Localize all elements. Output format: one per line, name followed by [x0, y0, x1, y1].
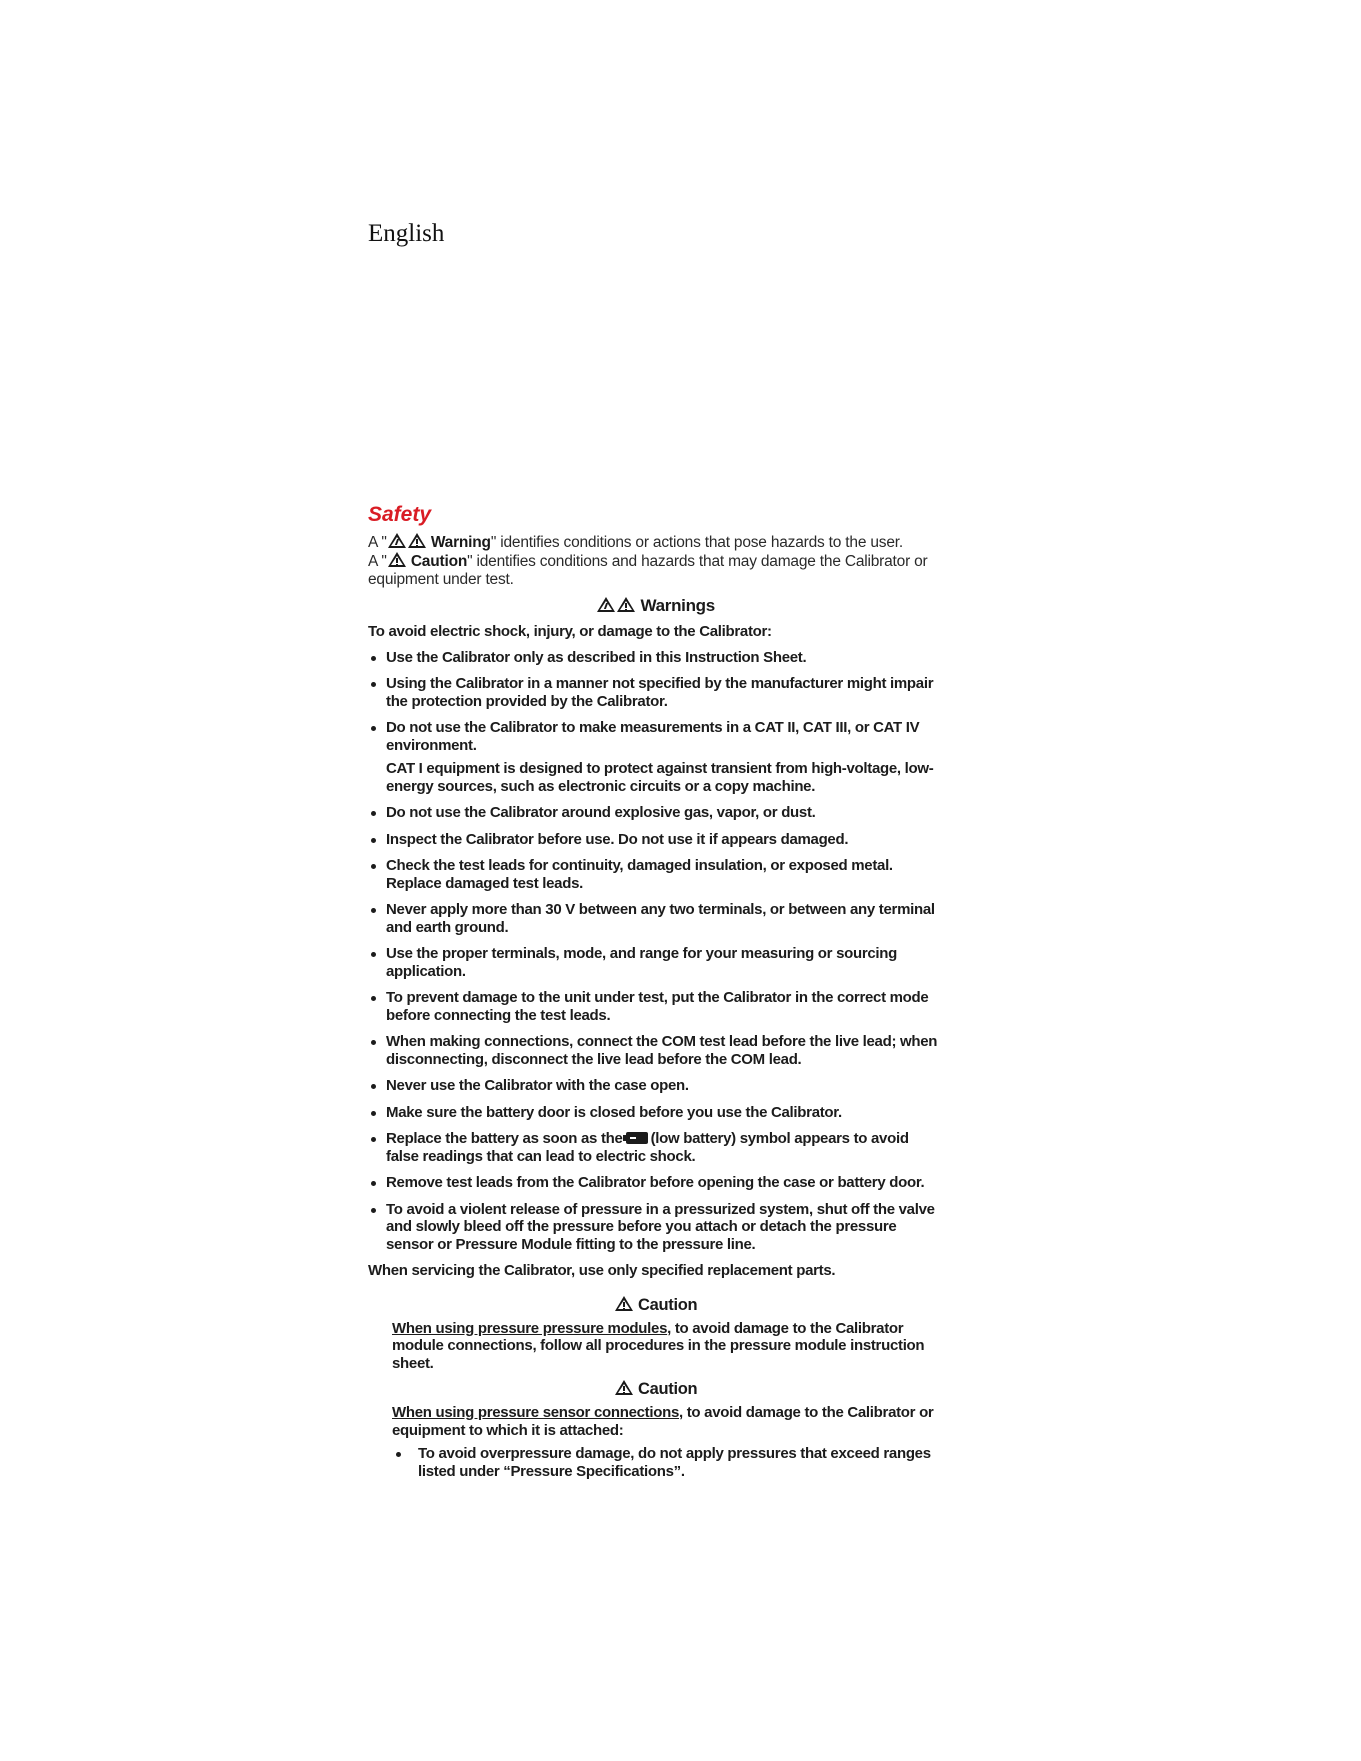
caution-2-list — [392, 1445, 943, 1480]
list-item: Inspect the Calibrator before use. Do not use it if appears damaged. — [368, 831, 943, 849]
intro-caution-prefix: A " — [368, 553, 387, 570]
warning-triangle-icon — [617, 597, 635, 612]
warnings-lead: To avoid electric shock, injury, or damage to the Calibrator: — [368, 623, 772, 640]
list-item: Using the Calibrator in a manner not specified by the manufacturer might impair the protection provided by the Calibrator. — [368, 675, 943, 710]
low-battery-icon — [626, 1132, 648, 1144]
intro-caution-label: Caution — [410, 553, 468, 570]
safety-title: Safety — [368, 503, 432, 526]
warnings-heading — [368, 595, 943, 617]
service-note: When servicing the Calibrator, use only specified replacement parts. — [368, 1262, 836, 1279]
safety-intro — [368, 533, 943, 589]
intro-warning-text: " identifies conditions or actions that pose hazards to the user. — [490, 534, 903, 551]
list-item: Make sure the battery door is closed before you use the Calibrator. — [368, 1104, 943, 1122]
caution-2-text — [368, 1404, 943, 1480]
caution-heading-text: Caution — [637, 1380, 698, 1398]
caution-heading-2 — [368, 1378, 943, 1400]
caution-heading-text: Caution — [637, 1295, 698, 1314]
caution-2-body: , to avoid damage to the Calibrator or equipment to which it is attached: — [392, 1404, 934, 1439]
safety-section — [368, 503, 943, 1480]
language-label: English — [368, 220, 445, 247]
battery-item-suffix: (low battery) symbol appears to avoid false readings that can lead to electric shock. — [386, 1130, 909, 1165]
cat-note: CAT I equipment is designed to protect against transient from high-voltage, low-energy sources, such as electronic circuits or a copy machine. — [386, 760, 934, 795]
list-item: Never apply more than 30 V between any two terminals, or between any terminal and earth ground. — [368, 901, 943, 936]
warnings-heading-text: Warnings — [640, 596, 715, 615]
caution-2-underlined: When using pressure sensor connections — [392, 1404, 679, 1421]
list-item: When making connections, connect the COM test lead before the live lead; when disconnecting, disconnect the live lead before the COM lead. — [368, 1033, 943, 1068]
caution-1-underlined: When using pressure pressure modules — [392, 1319, 668, 1337]
warnings-list — [368, 649, 943, 1254]
list-item: Do not use the Calibrator around explosive gas, vapor, or dust. — [368, 804, 943, 822]
warning-triangle-icon — [408, 533, 426, 548]
intro-warning-label: Warning — [430, 534, 491, 551]
caution-1-body: , to avoid damage to the Calibrator module connections, follow all procedures in the pressure module instruction sheet. — [392, 1319, 925, 1372]
list-item: Use the Calibrator only as described in this Instruction Sheet. — [368, 649, 943, 667]
list-item: Use the proper terminals, mode, and range for your measuring or sourcing application. — [368, 945, 943, 980]
list-item: To avoid overpressure damage, do not apply pressures that exceed ranges listed under “Pressure Specifications”. — [392, 1445, 943, 1480]
list-item: To prevent damage to the unit under test, put the Calibrator in the correct mode before connecting the test leads. — [368, 989, 943, 1024]
battery-item-prefix: Replace the battery as soon as the — [386, 1130, 623, 1147]
caution-triangle-icon — [388, 552, 406, 567]
intro-warning-prefix: A " — [368, 534, 387, 551]
list-item: To avoid a violent release of pressure in a pressurized system, shut off the valve and slowly bleed off the pressure before you attach or detach the pressure sensor or Pressure Module fitting to the pressure line. — [368, 1201, 943, 1254]
caution-triangle-icon — [615, 1380, 633, 1395]
caution-1-text — [368, 1320, 943, 1373]
caution-triangle-icon — [615, 1296, 633, 1311]
intro-caution-text: " identifies conditions and hazards that may damage the Calibrator or equipment under test. — [368, 553, 928, 588]
list-item: Never use the Calibrator with the case open. — [368, 1077, 943, 1095]
list-item — [368, 719, 943, 795]
list-item-text: Do not use the Calibrator to make measurements in a CAT II, CAT III, or CAT IV environment. — [386, 719, 920, 754]
list-item-battery — [368, 1130, 943, 1165]
list-item: Remove test leads from the Calibrator before opening the case or battery door. — [368, 1174, 943, 1192]
warning-triangle-icon — [388, 533, 406, 548]
list-item: Check the test leads for continuity, damaged insulation, or exposed metal. Replace damaged test leads. — [368, 857, 943, 892]
caution-heading-1 — [368, 1294, 943, 1316]
warning-triangle-icon — [597, 597, 615, 612]
